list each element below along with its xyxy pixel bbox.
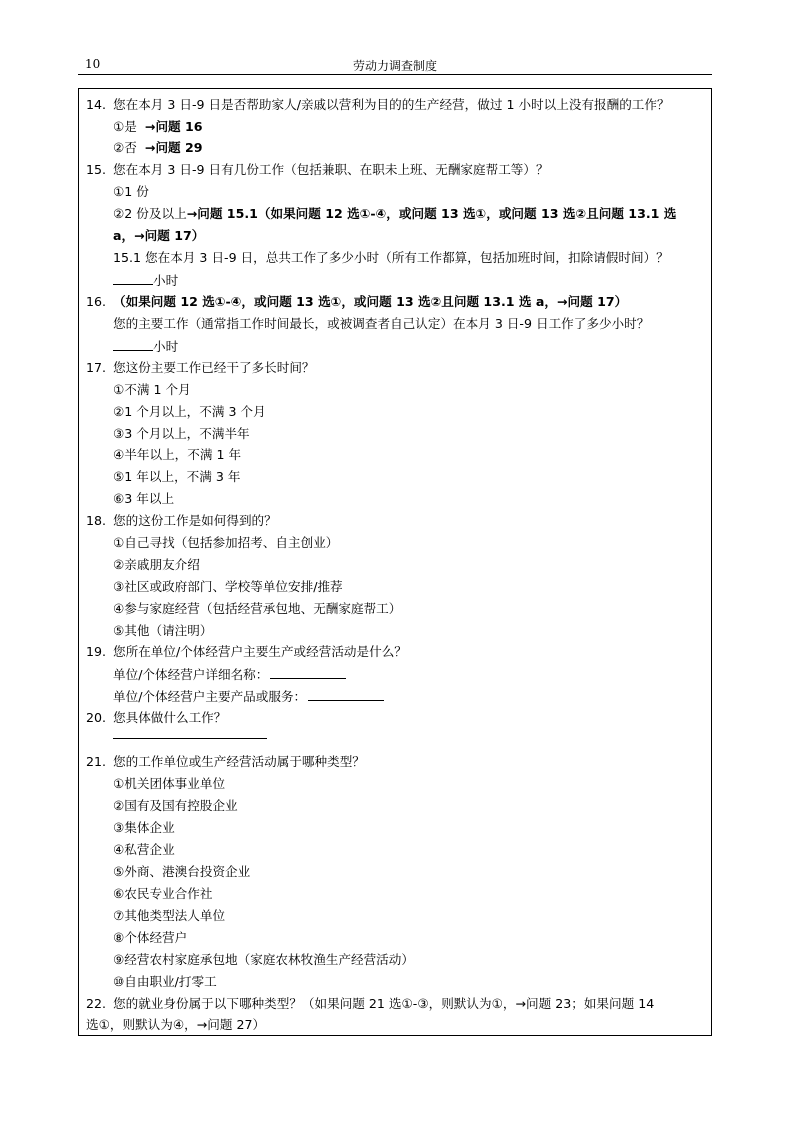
option-3[interactable]: ③3 个月以上，不满半年	[113, 426, 250, 441]
question-text: 选①，则默认为④，→问题 27）	[86, 1017, 266, 1032]
hours-field[interactable]	[113, 270, 178, 290]
question-19	[79, 642, 407, 662]
option-label: ①1 份	[113, 184, 149, 199]
question-number: 14.	[86, 97, 107, 112]
question-21	[79, 752, 365, 772]
question-14	[79, 95, 670, 115]
option-3[interactable]: ③社区或政府部门、学校等单位安排/推荐	[113, 579, 343, 594]
question-17	[79, 358, 315, 378]
question-text: 您在本月 3 日-9 日是否帮助家人/亲戚以营利为目的的生产经营，做过 1 小时以上没有报酬的工作？	[113, 97, 670, 112]
option-4[interactable]: ④私营企业	[113, 842, 175, 857]
question-text: 您所在单位/个体经营户主要生产或经营活动是什么？	[113, 644, 407, 659]
question-number: 20.	[86, 710, 107, 725]
option-label: ②2 份及以上	[113, 206, 187, 221]
condition-instruction: （如果问题 12 选①-④，或问题 13 选①，或问题 13 选②且问题 13.1 选 a，→问题 17）	[113, 294, 628, 309]
question-text: 您的就业身份属于以下哪种类型？（如果问题 21 选①-③，则默认为①，→问题 23；如果问题 14	[113, 996, 655, 1011]
hours-input[interactable]	[113, 270, 153, 285]
jump-instruction: →问题 29	[144, 140, 203, 155]
option-5[interactable]: ⑤外商、港澳台投资企业	[113, 864, 251, 879]
question-text: 您具体做什么工作？	[113, 710, 227, 725]
question-number: 15.	[86, 162, 107, 177]
jump-instruction: →问题 16	[144, 119, 203, 134]
field-label: 单位/个体经营户详细名称：	[113, 667, 269, 682]
option-9[interactable]: ⑨经营农村家庭承包地（家庭农林牧渔生产经营活动）	[113, 952, 414, 967]
questionnaire-box	[78, 88, 712, 1036]
question-number: 22.	[86, 996, 107, 1011]
question-text: 您的主要工作（通常指工作时间最长，或被调查者自己认定）在本月 3 日-9 日工作了多少小时？	[113, 316, 650, 331]
page-number: 10	[85, 57, 101, 71]
sub-question-15-1	[113, 248, 669, 268]
option-1[interactable]: ①机关团体事业单位	[113, 776, 226, 791]
option-10[interactable]: ⑩自由职业/打零工	[113, 974, 217, 989]
question-number: 17.	[86, 360, 107, 375]
job-input[interactable]	[113, 724, 267, 739]
option-5[interactable]: ⑤其他（请注明）	[113, 623, 213, 638]
option-4[interactable]: ④参与家庭经营（包括经营承包地、无酬家庭帮工）	[113, 601, 402, 616]
hours-input[interactable]	[113, 336, 153, 351]
option-7[interactable]: ⑦其他类型法人单位	[113, 908, 226, 923]
option-2[interactable]: ②国有及国有控股企业	[113, 798, 238, 813]
option-one-job[interactable]	[113, 182, 149, 202]
question-15	[79, 160, 549, 180]
question-text: 15.1 您在本月 3 日-9 日，总共工作了多少小时（所有工作都算，包括加班时间，扣除请假时间）？	[113, 250, 669, 265]
running-title: 劳动力调查制度	[352, 59, 437, 73]
option-no[interactable]	[113, 138, 203, 158]
question-16-text	[113, 314, 649, 334]
option-3[interactable]: ③集体企业	[113, 820, 175, 835]
option-2[interactable]: ②亲戚朋友介绍	[113, 557, 200, 572]
unit-label: 小时	[153, 339, 179, 354]
option-yes[interactable]	[113, 117, 203, 137]
unit-name-input[interactable]	[270, 664, 346, 679]
option-label: ②否	[113, 140, 137, 155]
option-1[interactable]: ①自己寻找（包括参加招考、自主创业）	[113, 535, 339, 550]
question-text: 您的这份工作是如何得到的？	[113, 513, 277, 528]
option-2[interactable]: ②1 个月以上，不满 3 个月	[113, 404, 266, 419]
question-number: 18.	[86, 513, 107, 528]
question-18	[79, 511, 277, 531]
question-number: 16.	[86, 294, 107, 309]
unit-label: 小时	[153, 273, 179, 288]
option-4[interactable]: ④半年以上，不满 1 年	[113, 447, 242, 462]
field-label: 单位/个体经营户主要产品或服务：	[113, 689, 307, 704]
option-label: ①是	[113, 119, 137, 134]
question-22-cont	[86, 1015, 265, 1035]
question-16	[79, 292, 627, 312]
page-header	[78, 56, 712, 75]
question-text: 您这份主要工作已经干了多长时间？	[113, 360, 315, 375]
option-1[interactable]: ①不满 1 个月	[113, 382, 191, 397]
jump-instruction-cont: a，→问题 17）	[113, 228, 205, 243]
option-5[interactable]: ⑤1 年以上，不满 3 年	[113, 469, 241, 484]
jump-instruction: →问题 15.1（如果问题 12 选①-④，或问题 13 选①，或问题 13 选②且问题 13.1 选	[186, 206, 677, 221]
option-6[interactable]: ⑥3 年以上	[113, 491, 175, 506]
unit-name-field[interactable]	[113, 664, 346, 684]
product-service-input[interactable]	[308, 686, 384, 701]
hours-field[interactable]	[113, 336, 178, 356]
question-text: 您的工作单位或生产经营活动属于哪种类型？	[113, 754, 365, 769]
question-number: 19.	[86, 644, 107, 659]
question-22	[79, 994, 654, 1014]
question-text: 您在本月 3 日-9 日有几份工作（包括兼职、在职未上班、无酬家庭帮工等）？	[113, 162, 549, 177]
option-8[interactable]: ⑧个体经营户	[113, 930, 188, 945]
option-6[interactable]: ⑥农民专业合作社	[113, 886, 213, 901]
job-field[interactable]	[113, 724, 267, 744]
product-service-field[interactable]	[113, 686, 384, 706]
question-number: 21.	[86, 754, 107, 769]
option-two-or-more[interactable]	[113, 204, 676, 224]
